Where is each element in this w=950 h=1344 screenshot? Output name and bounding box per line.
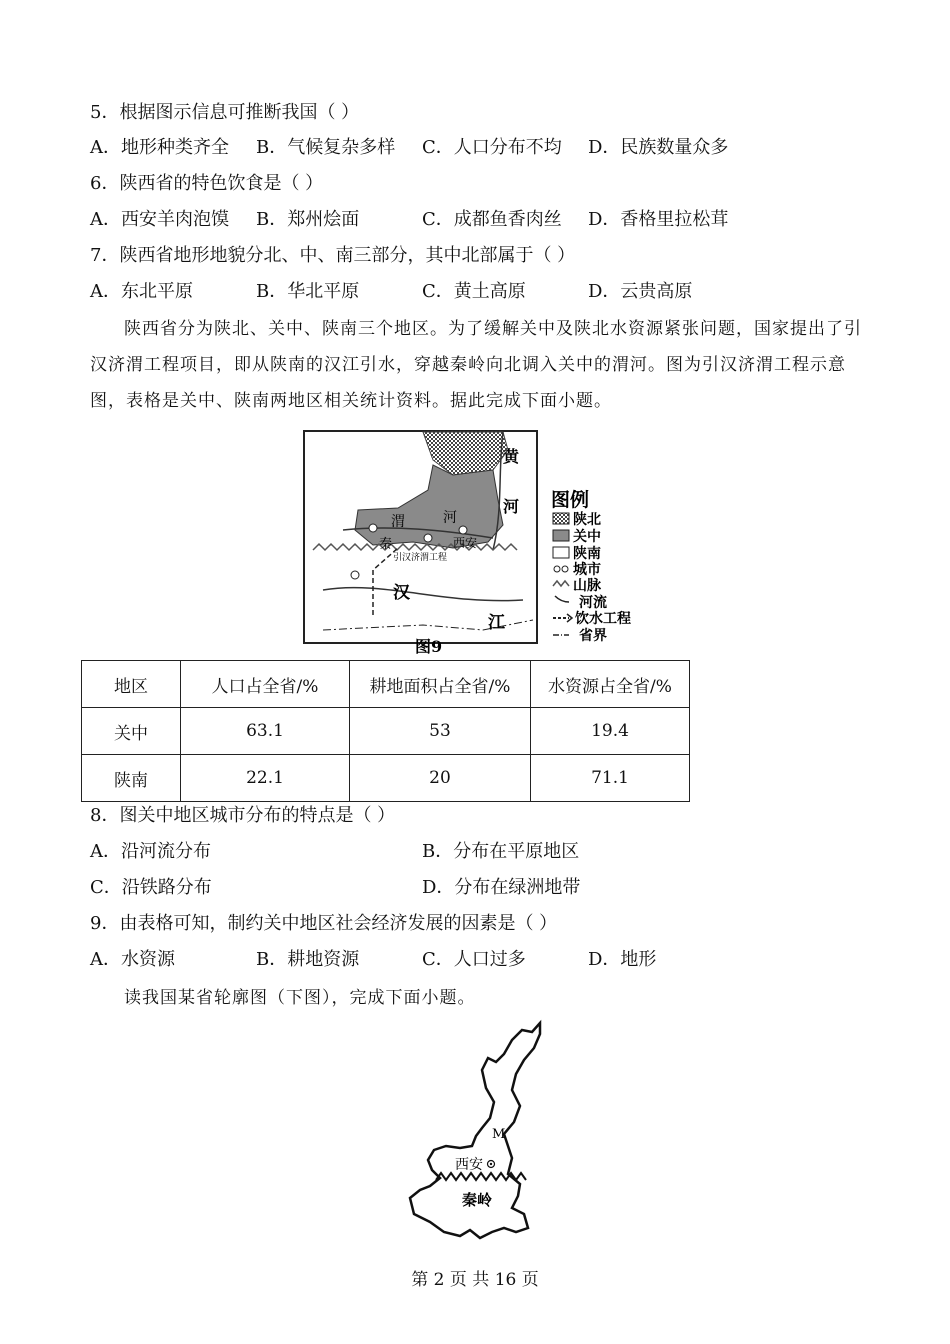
region-statistics-table — [81, 660, 690, 802]
q6-option-b[interactable]: B．郑州烩面 — [256, 209, 360, 230]
table-header-cell: 地区 — [82, 661, 181, 708]
q8-option-b[interactable]: B．分布在平原地区 — [422, 841, 580, 862]
q5-option-d[interactable]: D．民族数量众多 — [588, 137, 729, 158]
legend-boundary: 省界 — [579, 628, 607, 644]
han-river-label-2: 江 — [488, 613, 505, 633]
wei-river-label-1: 渭 — [391, 514, 405, 530]
legend-river-icon — [555, 596, 569, 602]
q9-option-d[interactable]: D．地形 — [588, 949, 657, 970]
q8-option-a[interactable]: A．沿河流分布 — [90, 841, 211, 862]
table-cell: 关中 — [82, 708, 181, 755]
city-marker — [351, 571, 359, 579]
legend-swatch-shaannan — [553, 547, 569, 558]
q8-option-d[interactable]: D．分布在绿洲地带 — [422, 877, 581, 898]
page-footer: 第 2 页 共 16 页 — [411, 1270, 539, 1290]
q9-option-c[interactable]: C．人口过多 — [422, 949, 526, 970]
passage-intro: 陕西省分为陕北、关中、陕南三个地区。为了缓解关中及陕北水资源紧张问题，国家提出了引汉济渭工程项目，即从陕南的汉江引水，穿越秦岭向北调入关中的渭河。图为引汉济渭工程示意图，表格是关中、陕南两地区相关统计资料。据此完成下面小题。 — [90, 319, 862, 411]
table-cell: 63.1 — [181, 708, 350, 755]
legend-swatch-guanzhong — [553, 530, 569, 541]
han-river-label-1: 汉 — [393, 583, 410, 603]
q6-option-d[interactable]: D．香格里拉松茸 — [588, 209, 729, 230]
question-8-stem: 8．图关中地区城市分布的特点是（ ） — [90, 805, 396, 826]
table-cell: 71.1 — [531, 755, 690, 802]
legend-shaannan: 陕南 — [573, 546, 601, 562]
legend-shaanbei: 陕北 — [573, 512, 601, 528]
q7-option-a[interactable]: A．东北平原 — [90, 281, 193, 302]
q9-option-a[interactable]: A．水资源 — [90, 949, 175, 970]
legend-mountain-icon — [553, 581, 569, 586]
legend-river: 河流 — [579, 595, 607, 611]
table-row — [82, 755, 690, 802]
q5-option-a[interactable]: A．地形种类齐全 — [90, 137, 229, 158]
table-row — [82, 708, 690, 755]
question-6-stem: 6．陕西省的特色饮食是（ ） — [90, 173, 324, 194]
table-cell: 20 — [350, 755, 531, 802]
yellow-river-label-2: 河 — [503, 497, 520, 516]
legend-project: 饮水工程 — [575, 611, 631, 627]
hanjiang-weihe-project-map — [303, 430, 665, 656]
wei-river-label-2: 河 — [443, 510, 457, 526]
legend-city: 城市 — [573, 562, 601, 578]
legend-mountain: 山脉 — [573, 578, 601, 594]
question-9-stem: 9．由表格可知，制约关中地区社会经济发展的因素是（ ） — [90, 913, 558, 934]
project-label: 引汉济渭工程 — [393, 553, 448, 563]
table-cell: 陕南 — [82, 755, 181, 802]
legend-city-icon — [554, 566, 560, 572]
yellow-river-label-1: 黄 — [503, 447, 520, 466]
q7-option-b[interactable]: B．华北平原 — [256, 281, 360, 302]
q5-option-c[interactable]: C．人口分布不均 — [422, 137, 562, 158]
q8-option-c[interactable]: C．沿铁路分布 — [90, 877, 212, 898]
table-header-cell: 水资源占全省/% — [531, 661, 690, 708]
legend-title: 图例 — [551, 489, 590, 511]
table-cell: 22.1 — [181, 755, 350, 802]
qinling-label: 秦岭 — [462, 1191, 493, 1209]
table-cell: 19.4 — [531, 708, 690, 755]
q5-option-b[interactable]: B．气候复杂多样 — [256, 137, 396, 158]
xian-city-marker — [459, 526, 467, 534]
map-caption: 图9 — [415, 637, 443, 656]
legend-guanzhong: 关中 — [573, 529, 601, 545]
city-marker — [369, 524, 377, 532]
q9-option-b[interactable]: B．耕地资源 — [256, 949, 360, 970]
xian-label: 西安 — [453, 536, 478, 550]
passage-intro-2: 读我国某省轮廓图（下图），完成下面小题。 — [124, 988, 476, 1008]
q6-option-a[interactable]: A．西安羊肉泡馍 — [90, 209, 229, 230]
q7-option-c[interactable]: C．黄土高原 — [422, 281, 526, 302]
point-m-label: M — [492, 1127, 506, 1142]
table-header-cell: 耕地面积占全省/% — [350, 661, 531, 708]
qin-label: 秦 — [379, 537, 393, 552]
table-header-row — [82, 661, 690, 708]
table-header-cell: 人口占全省/% — [181, 661, 350, 708]
question-5-stem: 5．根据图示信息可推断我国（ ） — [90, 102, 360, 123]
xian-label: 西安 — [455, 1157, 483, 1173]
question-7-stem: 7．陕西省地形地貌分北、中、南三部分，其中北部属于（ ） — [90, 245, 576, 266]
province-outline-map — [400, 1018, 550, 1243]
q7-option-d[interactable]: D．云贵高原 — [588, 281, 693, 302]
q6-option-c[interactable]: C．成都鱼香肉丝 — [422, 209, 562, 230]
legend-swatch-shaanbei — [553, 513, 569, 524]
city-marker — [424, 534, 432, 542]
table-cell: 53 — [350, 708, 531, 755]
